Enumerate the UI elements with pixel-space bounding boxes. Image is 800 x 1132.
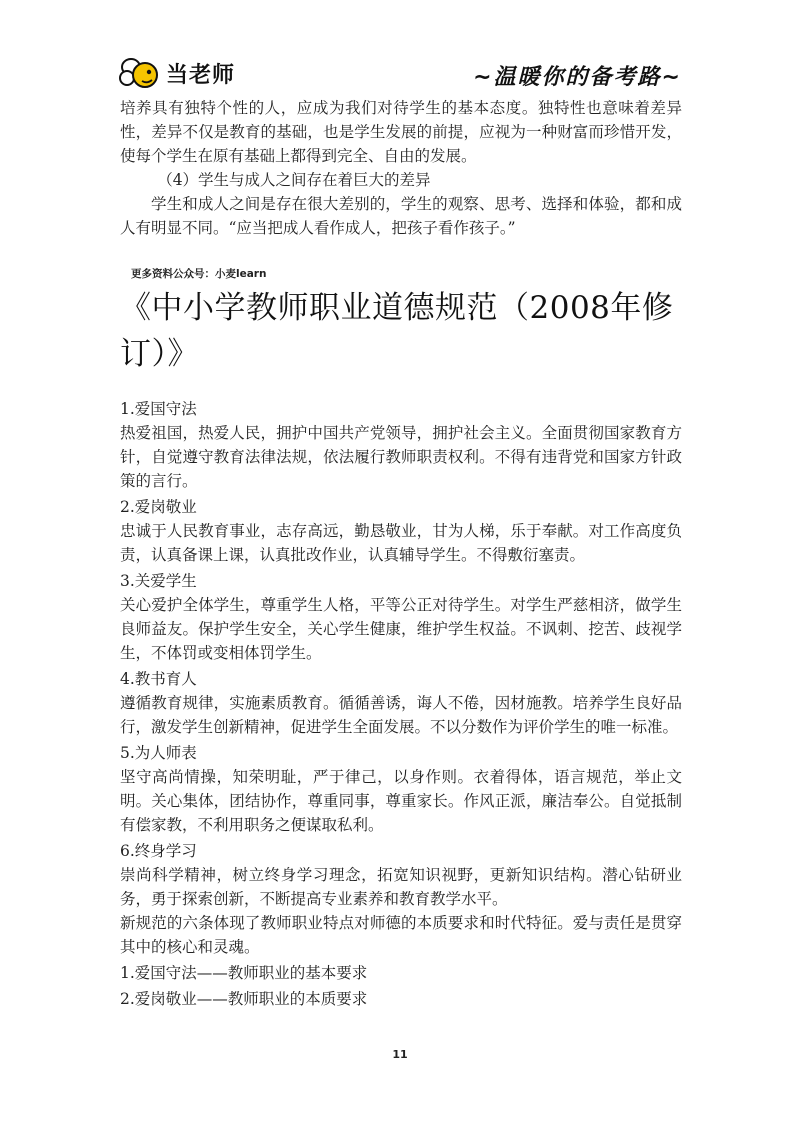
section-text: 热爱祖国，热爱人民，拥护中国共产党领导，拥护社会主义。全面贯彻国家教育方针，自觉遵守教育法律法规，依法履行教师职责权利。不得有违背党和国家方针政策的言行。	[120, 424, 682, 490]
summary-paragraph: 新规范的六条体现了教师职业特点对师德的本质要求和时代特征。爱与责任是贯穿其中的核心和灵魂。	[120, 914, 682, 956]
section-heading: 2.爱岗敬业	[120, 498, 197, 516]
document-title: 《中小学教师职业道德规范（2008年修订）》	[120, 290, 674, 372]
intro-paragraph-1: 培养具有独特个性的人，应成为我们对待学生的基本态度。独特性也意味着差异性，差异不仅是教育的基础，也是学生发展的前提，应视为一种财富而珍惜开发，使每个学生在原有基础上都得到完全、自由的发展。	[120, 99, 682, 165]
document-body	[120, 96, 682, 1011]
header-slogan: ~温暖你的备考路~	[473, 65, 682, 90]
section-heading: 5.为人师表	[120, 744, 197, 762]
code-section-list	[120, 397, 682, 1011]
section-heading: 3.关爱学生	[120, 572, 197, 590]
section-heading: 1.爱国守法	[120, 400, 197, 418]
section-text: 崇尚科学精神，树立终身学习理念，拓宽知识视野，更新知识结构。潜心钻研业务，勇于探索创新，不断提高专业素养和教育教学水平。	[120, 866, 682, 908]
section-text: 坚守高尚情操，知荣明耻，严于律己，以身作则。衣着得体，语言规范，举止文明。关心集体，团结协作，尊重同事，尊重家长。作风正派，廉洁奉公。自觉抵制有偿家教，不利用职务之便谋取私利。	[120, 768, 682, 834]
summary-point: 2.爱岗敬业——教师职业的本质要求	[120, 990, 368, 1008]
summary-point: 1.爱国守法——教师职业的基本要求	[120, 964, 368, 982]
resource-note: 更多资料公众号：小麦learn	[131, 268, 267, 280]
page-header	[0, 0, 800, 95]
intro-paragraph-2: 学生和成人之间是存在很大差别的，学生的观察、思考、选择和体验，都和成人有明显不同。“应当把成人看作成人，把孩子看作孩子。”	[120, 195, 682, 237]
page-number: 11	[392, 1048, 408, 1061]
intro-subheading: （4）学生与成人之间存在着巨大的差异	[157, 171, 431, 189]
logo	[118, 56, 235, 90]
section-text: 遵循教育规律，实施素质教育。循循善诱，诲人不倦，因材施教。培养学生良好品行，激发学生创新精神，促进学生全面发展。不以分数作为评价学生的唯一标准。	[120, 694, 682, 736]
section-text: 关心爱护全体学生，尊重学生人格，平等公正对待学生。对学生严慈相济，做学生良师益友。保护学生安全，关心学生健康，维护学生权益。不讽刺、挖苦、歧视学生，不体罚或变相体罚学生。	[120, 596, 682, 662]
logo-text: 当老师	[166, 62, 236, 88]
section-heading: 4.教书育人	[120, 670, 197, 688]
section-heading: 6.终身学习	[120, 842, 197, 860]
section-text: 忠诚于人民教育事业，志存高远，勤恳敬业，甘为人梯，乐于奉献。对工作高度负责，认真备课上课，认真批改作业，认真辅导学生。不得敷衍塞责。	[120, 522, 682, 564]
bee-icon	[118, 56, 160, 90]
